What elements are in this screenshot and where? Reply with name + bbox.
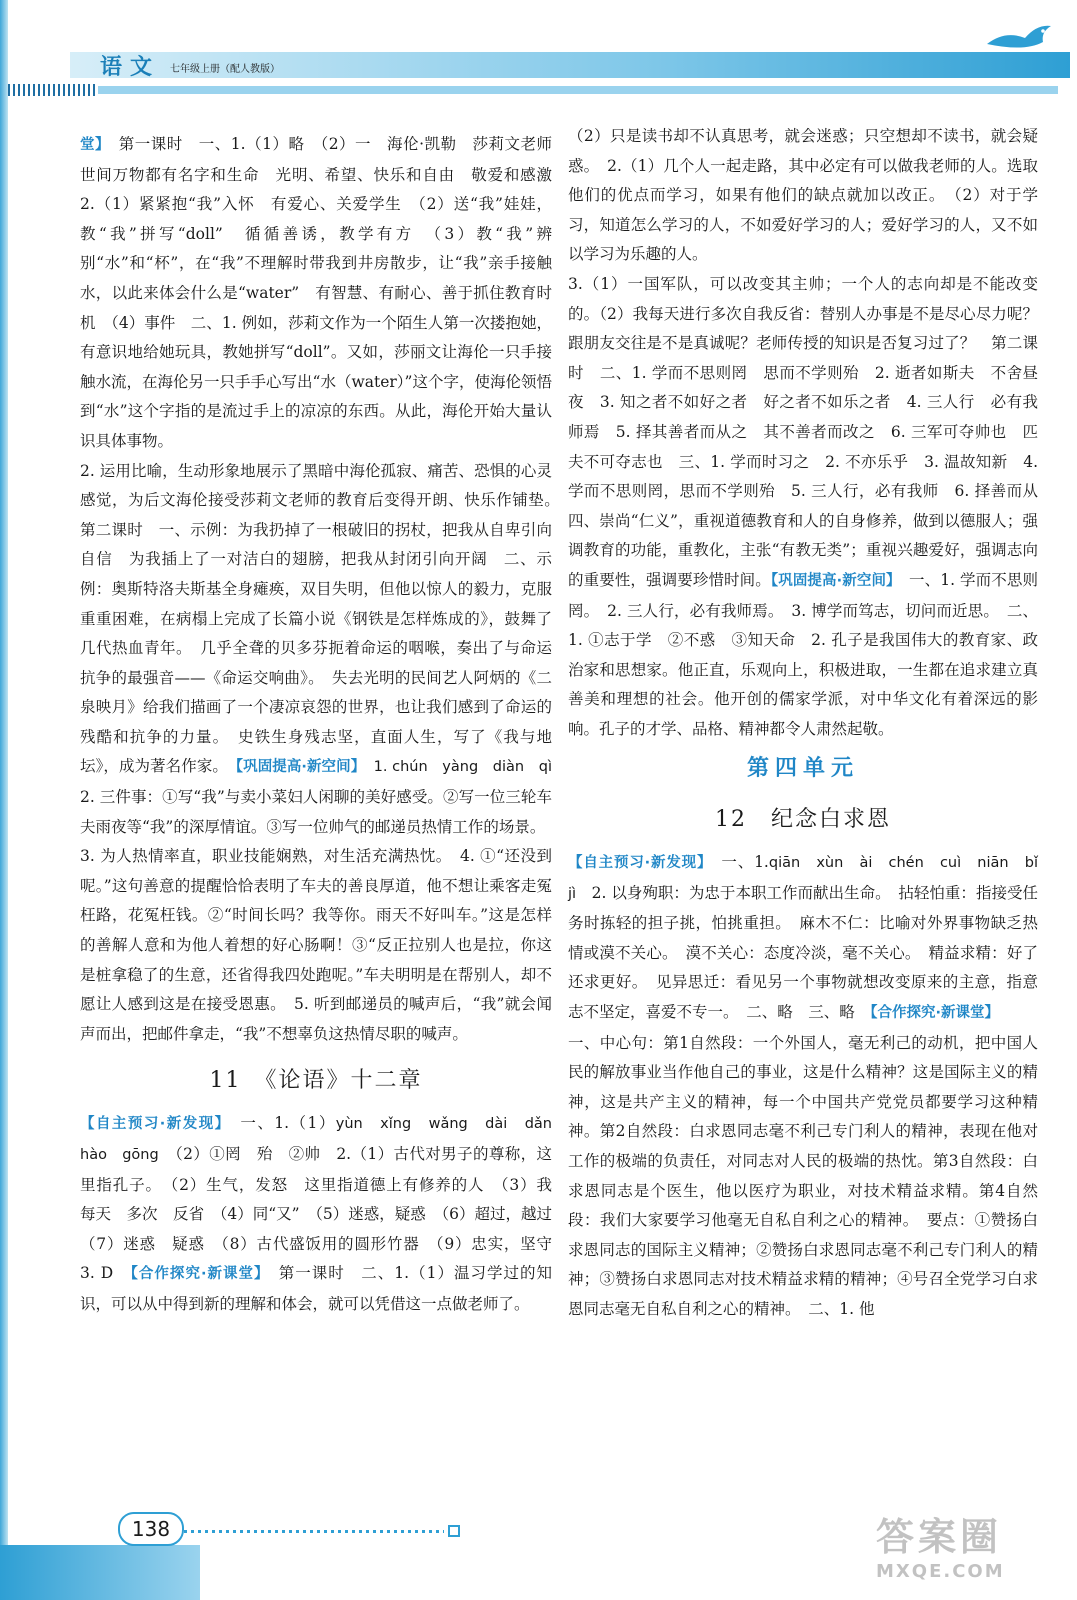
right-paragraph-4	[568, 848, 1053, 1029]
answer-text: 第一课时 二、1.（1）温习学过的知识，可以从中得到新的理解和体会，就可以凭借这一点做老师了。	[80, 1264, 552, 1313]
section-tag: 【合作探究·新课堂】	[870, 1005, 1000, 1022]
section-tag: 【巩固提高·新空间】	[770, 572, 894, 589]
unit-title: 第四单元	[746, 755, 859, 782]
subject-title: 语文	[100, 54, 161, 80]
answer-text: 一、1.（1）	[240, 1114, 336, 1133]
section-tag: 【自主预习·新发现】	[80, 1116, 224, 1133]
right-column	[568, 122, 1054, 1325]
pinyin-text: yùn xǐng wǎng dài dǎn hào gōng	[80, 1116, 567, 1163]
header-ticks	[8, 84, 98, 96]
section-tag: 【巩固提高·新空间】	[235, 759, 359, 776]
answer-text: 一、1.	[721, 853, 769, 872]
answer-text: 第一课时 一、1.（1）略 （2）一 海伦·凯勒 莎莉文老师 世间万物都有名字和生命 光明、希望、快乐和自由 敬爱和感激 2.（1）紧紧抱“我”入怀 有爱心、关爱学生 （2）送“我”娃娃，教“我”拼写“doll” 循循善诱，教学有方 （3）教“我”辨别“水”和“杯”，在“我”不理解时带我到井房散步，让“我”亲手接触水，以此来体会什么是“water” 有智慧、有耐心、善于抓住教育时机 （4）事件 二、1. 例如，莎莉文作为一个陌生人第一次搂抱她，有意识地给她玩具，教她拼写“doll”。又如，莎丽文让海伦一只手接触水流，在海伦另一只手手心写出“水（water）”这个字，使海伦领悟到“水”这个字指的是流过手上的凉凉的东西。从此，海伦开始大量认识具体事物。	[80, 135, 568, 450]
answer-text: 3.（1）一国军队，可以改变其主帅；一个人的志向却是不能改变的。（2）我每天进行多次自我反省：替别人办事是不是尽心尽力呢？跟朋友交往是不是真诚呢？老师传授的知识是否复习过了？ 第二课时 二、1. 学而不思则罔 思而不学则殆 2. 逝者如斯夫 不舍昼夜 3. 知之者不如好之者 好之者不如乐之者 4. 三人行 必有我师焉 5. 择其善者而从之 其不善者而改之 6. 三军可夺帅也 匹夫不可夺志也 三、1. 学而时习之 2. 不亦乐乎 3. 温故知新 4. 学而不思则罔，思而不学则殆 5. 三人行，必有我师 6. 择善而从 四、崇尚“仁义”，重视道德教育和人的自身修养，做到以德服人；强调教育的功能，重教化，主张“有教无类”；重视兴趣爱好，强调志向的重要性，强调要珍惜时间。	[568, 274, 1054, 589]
answer-text: （2）①罔 殆 ②帅 2.（1）古代对男子的尊称，这里指孔子。 （2）生气，发怒 这里指道德上有修养的人 （3）我 每天 多次 反省 （4）同“又” （5）迷惑，疑惑 （6）超过，越过 （7）迷惑 疑惑 （8）古代盛饭用的圆形竹器 （9）忠实，坚守 3. D	[80, 1145, 568, 1283]
answer-text: 2. 运用比喻，生动形象地展示了黑暗中海伦孤寂、痛苦、恐惧的心灵感觉，为后文海伦接受莎莉文老师的教育后变得开朗、快乐作铺垫。 第二课时 一、示例：为我扔掉了一根破旧的拐杖，把我从自卑引向自信 为我插上了一对洁白的翅膀，把我从封闭引向开阔 二、示例：奥斯特洛夫斯基全身瘫痪，双目失明，但他以惊人的毅力，克服重重困难，在病榻上完成了长篇小说《钢铁是怎样炼成的》，鼓舞了几代热血青年。 几乎全聋的贝多芬扼着命运的咽喉，奏出了与命运抗争的最强音——《命运交响曲》。 失去光明的民间艺人阿炳的《二泉映月》给我们描画了一个凄凉哀怨的世界，也让我们感到了命运的残酷和抗争的力量。 史铁生身残志坚，直面人生，写了《我与地坛》，成为著名作家。	[80, 461, 568, 776]
grade-label: 七年级上册（配人教版）	[170, 64, 280, 75]
answer-text: 一、1. 学而不思则罔。 2. 三人行，必有我师焉。 3. 博学而笃志，切问而近思。 二、1. ①志于学 ②不惑 ③知天命 2. 孔子是我国伟大的教育家、政治家和思想家。他正直，乐观向上，积极进取，一生都在追求建立真善美和理想的社会。他开创的儒家学派，对中华文化有着深远的影响。孔子的才学、品格、精神都令人肃然起敬。	[568, 570, 1038, 738]
left-paragraph-3	[80, 842, 552, 1049]
left-column	[80, 130, 568, 1320]
section-tag: 【合作探究·新课堂】	[130, 1266, 263, 1283]
footer-band	[0, 1545, 200, 1600]
page-number: 138	[118, 1512, 184, 1546]
chapter-title-12: 12 纪念白求恩	[715, 807, 891, 833]
answer-text: 一、中心句：第1自然段：一个外国人，毫无利己的动机，把中国人民的解放事业当作他自己的事业，这是什么精神？这是国际主义的精神，这是共产主义的精神，每一个中国共产党党员都要学习这种精神。第2自然段：白求恩同志毫不利己专门利人的精神，表现在他对工作的极端的负责任，对同志对人民的极端的热忱。第3自然段：白求恩同志是个医生，他以医疗为职业，对技术精益求精。第4自然段：我们大家要学习他毫无自私自利之心的精神。 要点：①赞扬白求恩同志的国际主义精神；②赞扬白求恩同志毫不利己专门利人的精神；③赞扬白求恩同志对技术精益求精的精神；④号召全党学习白求恩同志毫无自私自利之心的精神。 二、1. 他	[568, 1033, 1038, 1318]
answer-text: （2）只是读书却不认真思考，就会迷惑；只空想却不读书，就会疑惑。 2.（1）几个人一起走路，其中必定有可以做我老师的人。选取他们的优点而学习，如果有他们的缺点就加以改正。 （2）对于学习，知道怎么学习的人，不如爱好学习的人；爱好学习的人，又不如以学习为乐趣的人。	[568, 127, 1038, 264]
watermark-logo-text: 答案圈	[876, 1515, 1003, 1559]
right-paragraph-5	[568, 1029, 1038, 1325]
header-line	[98, 86, 1058, 94]
left-paragraph-4	[80, 1109, 568, 1319]
section-tag: 【自主预习·新发现】	[568, 855, 706, 872]
watermark-url: MXQE.COM	[876, 1561, 1005, 1582]
right-paragraph-2	[568, 270, 1054, 745]
section-tag: 堂】	[80, 137, 103, 153]
footer-square-icon	[448, 1525, 460, 1537]
answer-text: 3. 为人热情率直，职业技能娴熟，对生活充满热忱。 4. ①“还没到呢。”这句善意的提醒恰恰表明了车夫的善良厚道，他不想让乘客走冤枉路，花冤枉钱。②“时间长吗？我等你。雨天不好叫车。”这是怎样的善解人意和为他人着想的好心肠啊！③“反正拉别人也是拉，你这是桩拿稳了的生意，还省得我四处跑呢。”车夫明明是在帮别人，却不愿让人感到这是在接受恩惠。 5. 听到邮递员的喊声后，“我”就会闻声而出，把邮件拿走，“我”不想辜负这热情尽职的喊声。	[80, 847, 552, 1043]
page-header	[0, 0, 1077, 100]
pinyin-text: qiān xùn ài chén cuì niān bǐ jì	[568, 855, 1053, 902]
footer-dotted-line	[184, 1530, 444, 1533]
left-paragraph-2	[80, 457, 568, 843]
bird-logo-icon	[985, 22, 1055, 52]
answer-text: 2. 以身殉职：为忠于本职工作而献出生命。 拈轻怕重：指接受任务时拣轻的担子挑，怕挑重担。 麻木不仁：比喻对外界事物缺乏热情或漠不关心。 漠不关心：态度冷淡，毫不关心。 精益求精：好了还求更好。 见异思迁：看见另一个事物就想改变原来的主意，指意志不坚定，喜爱不专一。 二、略 三、略	[568, 883, 1038, 1022]
pinyin-text: 1. chún yàng diàn qì	[373, 759, 552, 776]
chapter-title-11: 11 《论语》十二章	[209, 1068, 423, 1094]
left-paragraph-1	[80, 130, 568, 457]
right-paragraph-1	[568, 122, 1038, 270]
answer-text: 2. 三件事：①写“我”与卖小菜妇人闲聊的美好感受。②写一位三轮车夫雨夜等“我”的深厚情谊。③写一位帅气的邮递员热情工作的场景。	[80, 788, 552, 836]
watermark	[876, 1506, 1066, 1596]
page-edge-strip	[0, 0, 8, 1600]
